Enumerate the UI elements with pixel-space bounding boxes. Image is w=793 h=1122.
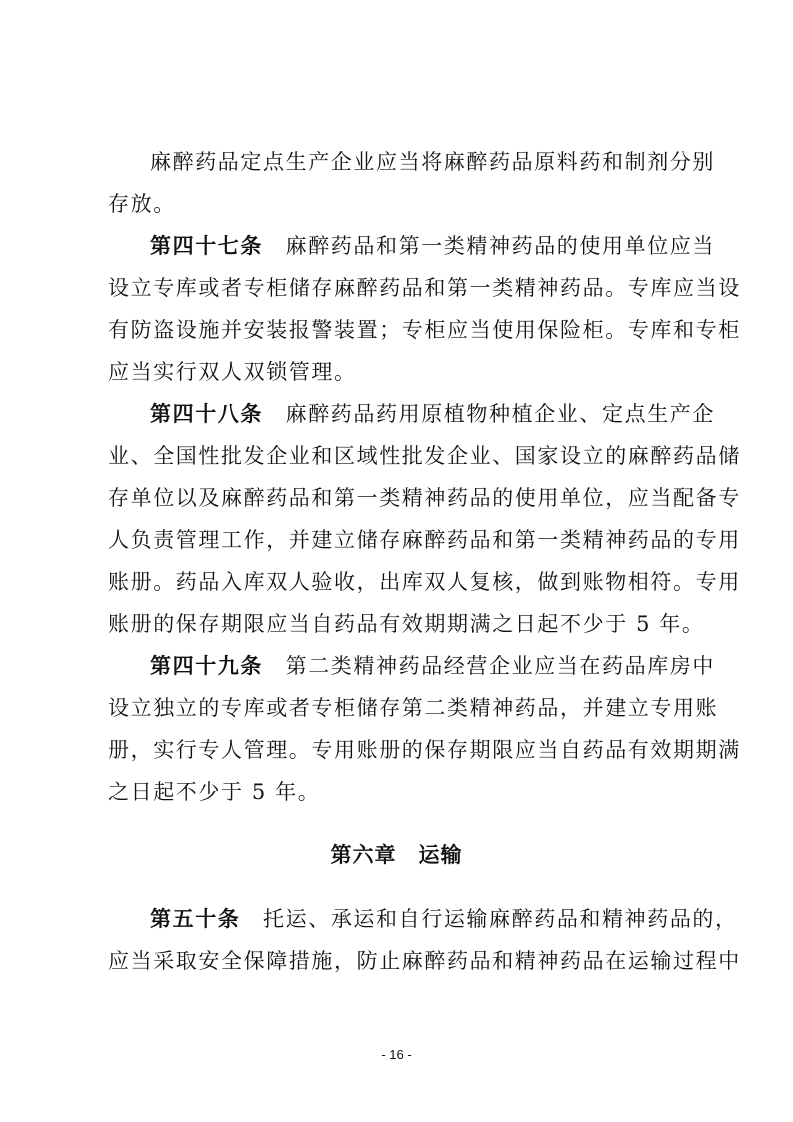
paragraph-line: 册，实行专人管理。专用账册的保存期限应当自药品有效期期满 [108,738,741,762]
paragraph-line: 应当采取安全保障措施，防止麻醉药品和精神药品在运输过程中 [108,949,741,973]
paragraph-line [150,904,738,934]
paragraph-line: 存单位以及麻醉药品和第一类精神药品的使用单位，应当配备专 [108,486,741,510]
paragraph-line: 有防盗设施并安装报警装置；专柜应当使用保险柜。专库和专柜 [108,318,741,342]
paragraph-line [150,651,716,681]
paragraph-line: 存放。 [108,192,176,216]
paragraph-line: 设立专库或者专柜储存麻醉药品和第一类精神药品。专库应当设 [108,276,741,300]
paragraph-line: 应当实行双人双锁管理。 [108,360,357,384]
paragraph-line: 账册的保存期限应当自药品有效期期满之日起不少于 5 年。 [108,612,705,636]
paragraph-line: 账册。药品入库双人验收，出库双人复核，做到账物相符。专用 [108,570,741,594]
article-text: 麻醉药品药用原植物种植企业、定点生产企 [285,402,716,426]
paragraph-line [150,231,716,261]
article-number: 第五十条 [150,906,241,931]
paragraph-line: 之日起不少于 5 年。 [108,780,321,804]
article-text: 托运、承运和自行运输麻醉药品和精神药品的， [263,907,738,931]
article-number: 第四十八条 [150,401,263,426]
article-text: 麻醉药品和第一类精神药品的使用单位应当 [285,234,716,258]
article-number: 第四十七条 [150,233,263,258]
article-text: 第二类精神药品经营企业应当在药品库房中 [285,654,716,678]
page-number: - 16 - [381,1047,412,1062]
chapter-heading: 第六章 运输 [330,842,463,867]
paragraph-line: 人负责管理工作，并建立储存麻醉药品和第一类精神药品的专用 [108,528,741,552]
paragraph-line: 设立独立的专库或者专柜储存第二类精神药品，并建立专用账 [108,696,719,720]
paragraph-line: 业、全国性批发企业和区域性批发企业、国家设立的麻醉药品储 [108,444,741,468]
paragraph-line: 麻醉药品定点生产企业应当将麻醉药品原料药和制剂分别 [150,150,715,174]
paragraph-line [150,399,716,429]
article-number: 第四十九条 [150,653,263,678]
